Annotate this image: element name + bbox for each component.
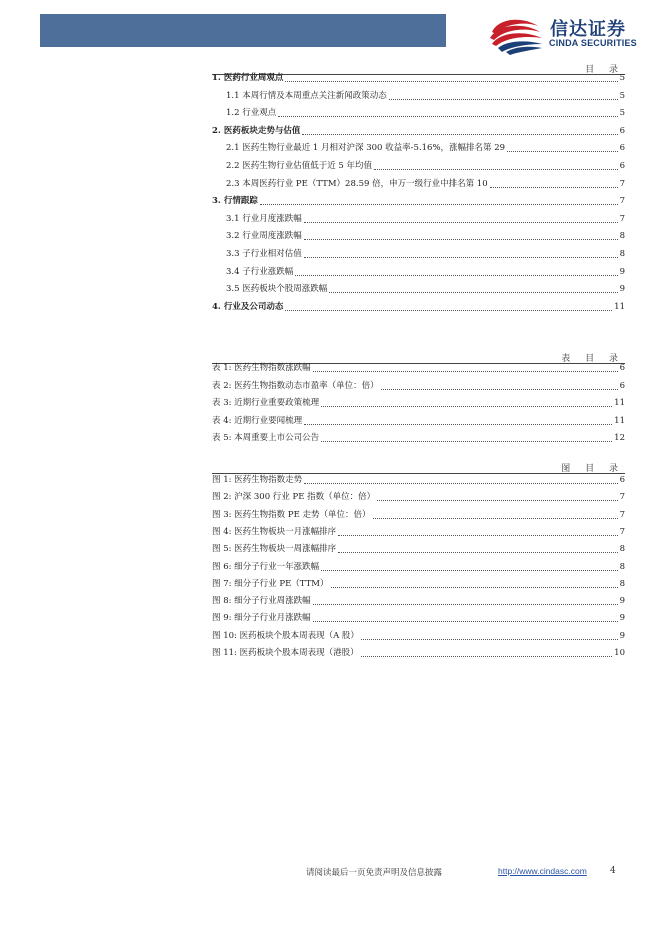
figures-entry[interactable] bbox=[212, 560, 625, 574]
tables-entry-text: 表 4: 近期行业要闻梳理 bbox=[212, 415, 303, 426]
dot-leader bbox=[313, 621, 618, 622]
tables-entry-text: 表 5: 本周重要上市公司公告 bbox=[212, 433, 320, 443]
toc-entry[interactable] bbox=[212, 141, 625, 155]
figures-entry-text: 图 1: 医药生物指数走势 bbox=[212, 475, 303, 485]
figures-entry-page: 10 bbox=[614, 648, 625, 658]
toc-entry-text: 1. 医药行业周观点 bbox=[212, 73, 284, 83]
toc-entry[interactable] bbox=[212, 106, 625, 120]
figures-entry[interactable] bbox=[212, 542, 625, 556]
dot-leader bbox=[381, 389, 618, 390]
figures-entry-text: 图 5: 医药生物板块一周涨幅排序 bbox=[212, 544, 337, 555]
toc-entry-text: 2. 医药板块走势与估值 bbox=[212, 125, 301, 136]
toc-entry-text: 3.2 行业周度涨跌幅 bbox=[226, 231, 302, 242]
dot-leader bbox=[361, 656, 613, 657]
toc-entry[interactable] bbox=[212, 300, 625, 314]
figures-entry-text: 图 6: 细分子行业一年涨跌幅 bbox=[212, 561, 320, 572]
dot-leader bbox=[304, 483, 617, 484]
dot-leader bbox=[304, 257, 618, 258]
figures-entry-text: 图 10: 医药板块个股本周表现（A 股） bbox=[212, 630, 359, 641]
tables-entry-text: 表 2: 医药生物指数动态市盈率（单位：倍） bbox=[212, 380, 379, 391]
toc-entry-page: 5 bbox=[619, 73, 625, 83]
figures-entry-page: 7 bbox=[619, 492, 625, 503]
footer-disclaimer: 请阅读最后一页免责声明及信息披露 bbox=[306, 868, 443, 878]
dot-leader bbox=[338, 552, 617, 553]
toc-entry-page: 5 bbox=[619, 108, 625, 119]
toc-entry-text: 3.4 子行业涨跌幅 bbox=[226, 266, 294, 277]
toc-entry-text: 3.1 行业月度涨跌幅 bbox=[226, 213, 302, 224]
figures-entry[interactable] bbox=[212, 577, 625, 591]
toc-entry-page: 7 bbox=[619, 196, 625, 207]
dot-leader bbox=[507, 151, 618, 152]
dot-leader bbox=[302, 134, 617, 135]
figures-entry-page: 9 bbox=[619, 596, 625, 607]
tables-entry-page: 11 bbox=[614, 415, 625, 426]
dot-leader bbox=[321, 441, 612, 442]
dot-leader bbox=[331, 587, 618, 588]
figures-entry-page: 8 bbox=[619, 544, 625, 555]
toc-entry-page: 6 bbox=[619, 125, 625, 136]
header-bar bbox=[40, 14, 446, 47]
toc-entry[interactable] bbox=[212, 177, 625, 191]
figures-entry-text: 图 9: 细分子行业月涨跌幅 bbox=[212, 613, 311, 624]
figures-entry-text: 图 8: 细分子行业周涨跌幅 bbox=[212, 596, 311, 607]
toc-entry[interactable] bbox=[212, 265, 625, 279]
toc-entry-text: 1.2 行业观点 bbox=[226, 108, 277, 119]
figures-entry-page: 6 bbox=[619, 475, 625, 485]
figures-entry[interactable] bbox=[212, 629, 625, 643]
toc-entry-text: 3. 行情跟踪 bbox=[212, 196, 258, 207]
toc-entry-page: 7 bbox=[619, 213, 625, 224]
tables-entry-text: 表 3: 近期行业重要政策梳理 bbox=[212, 398, 320, 408]
figures-title: 图 目 录 bbox=[561, 464, 624, 474]
toc-entry-page: 8 bbox=[619, 231, 625, 242]
tables-entry-page: 12 bbox=[614, 433, 625, 443]
dot-leader bbox=[361, 639, 618, 640]
dot-leader bbox=[338, 535, 617, 536]
toc-entry-text: 2.1 医药生物行业最近 1 月相对沪深 300 收益率-5.16%，涨幅排名第 29 bbox=[226, 143, 506, 154]
tables-entry[interactable] bbox=[212, 396, 625, 410]
toc-entry-page: 7 bbox=[619, 178, 625, 189]
toc-entry[interactable] bbox=[212, 71, 625, 85]
toc-entry-text: 2.3 本周医药行业 PE（TTM）28.59 倍，申万一级行业中排名第 10 bbox=[226, 178, 488, 189]
tables-entry[interactable] bbox=[212, 379, 625, 393]
figures-entry-page: 9 bbox=[619, 613, 625, 624]
figures-entry-page: 7 bbox=[619, 526, 625, 537]
brand-name-cn: 信达证券 bbox=[550, 19, 626, 40]
figures-entry[interactable] bbox=[212, 611, 625, 625]
dot-leader bbox=[285, 81, 617, 82]
footer-link[interactable]: http://www.cindasc.com bbox=[498, 866, 587, 876]
dot-leader bbox=[490, 187, 618, 188]
toc-title: 目 录 bbox=[585, 65, 624, 75]
figures-entry-text: 图 4: 医药生物板块一月涨幅排序 bbox=[212, 526, 337, 537]
toc-entry[interactable] bbox=[212, 194, 625, 208]
toc-entry-text: 4. 行业及公司动态 bbox=[212, 301, 284, 312]
toc-entry-text: 1.1 本周行情及本周重点关注新闻政策动态 bbox=[226, 90, 387, 101]
tables-title: 表 目 录 bbox=[561, 354, 624, 364]
page-number: 4 bbox=[610, 866, 616, 876]
toc-entry[interactable] bbox=[212, 124, 625, 138]
figures-entry[interactable] bbox=[212, 525, 625, 539]
dot-leader bbox=[313, 604, 618, 605]
figures-entry[interactable] bbox=[212, 473, 625, 487]
figures-entry[interactable] bbox=[212, 508, 625, 522]
figures-entry[interactable] bbox=[212, 490, 625, 504]
figures-entry[interactable] bbox=[212, 646, 625, 660]
figures-entry-text: 图 7: 细分子行业 PE（TTM） bbox=[212, 578, 329, 589]
figures-entry-text: 图 2: 沪深 300 行业 PE 指数（单位：倍） bbox=[212, 492, 376, 503]
tables-entry-page: 6 bbox=[619, 363, 625, 373]
dot-leader bbox=[374, 169, 618, 170]
toc-entry[interactable] bbox=[212, 159, 625, 173]
toc-entry-page: 9 bbox=[619, 284, 625, 295]
dot-leader bbox=[304, 239, 618, 240]
figures-entry-page: 8 bbox=[619, 578, 625, 589]
toc-entry-page: 9 bbox=[619, 266, 625, 277]
dot-leader bbox=[304, 222, 618, 223]
figures-entry[interactable] bbox=[212, 594, 625, 608]
toc-entry-text: 3.3 子行业相对估值 bbox=[226, 249, 302, 259]
toc-entry[interactable] bbox=[212, 229, 625, 243]
dot-leader bbox=[260, 204, 618, 205]
dot-leader bbox=[389, 99, 618, 100]
dot-leader bbox=[321, 406, 612, 407]
tables-entry-page: 11 bbox=[614, 398, 625, 408]
tables-entry-page: 6 bbox=[619, 380, 625, 391]
toc-entry[interactable] bbox=[212, 247, 625, 261]
brand-name-en: CINDA SECURITIES bbox=[549, 38, 637, 48]
tables-entry[interactable] bbox=[212, 431, 625, 445]
toc-entry[interactable] bbox=[212, 282, 625, 296]
figures-entry-page: 9 bbox=[619, 630, 625, 641]
toc-entry[interactable] bbox=[212, 212, 625, 226]
dot-leader bbox=[373, 518, 618, 519]
dot-leader bbox=[329, 292, 617, 293]
figures-entry-text: 图 11: 医药板块个股本周表现（港股） bbox=[212, 648, 359, 658]
dot-leader bbox=[285, 310, 612, 311]
toc-entry-page: 5 bbox=[619, 90, 625, 101]
dot-leader bbox=[295, 275, 617, 276]
toc-entry-text: 2.2 医药生物行业估值低于近 5 年均值 bbox=[226, 161, 373, 171]
figures-entry-text: 图 3: 医药生物指数 PE 走势（单位：倍） bbox=[212, 509, 371, 520]
dot-leader bbox=[278, 116, 617, 117]
toc-entry-page: 6 bbox=[619, 143, 625, 154]
dot-leader bbox=[313, 371, 618, 372]
figures-entry-page: 7 bbox=[619, 509, 625, 520]
toc-entry[interactable] bbox=[212, 89, 625, 103]
toc-entry-text: 3.5 医药板块个股周涨跌幅 bbox=[226, 284, 328, 295]
figures-entry-page: 8 bbox=[619, 561, 625, 572]
toc-entry-page: 8 bbox=[619, 249, 625, 259]
dot-leader bbox=[321, 570, 617, 571]
tables-entry-text: 表 1: 医药生物指数涨跌幅 bbox=[212, 363, 311, 373]
tables-entry[interactable] bbox=[212, 361, 625, 375]
tables-entry[interactable] bbox=[212, 414, 625, 428]
dot-leader bbox=[377, 500, 617, 501]
dot-leader bbox=[304, 424, 612, 425]
toc-entry-page: 6 bbox=[619, 161, 625, 171]
toc-entry-page: 11 bbox=[614, 301, 625, 312]
